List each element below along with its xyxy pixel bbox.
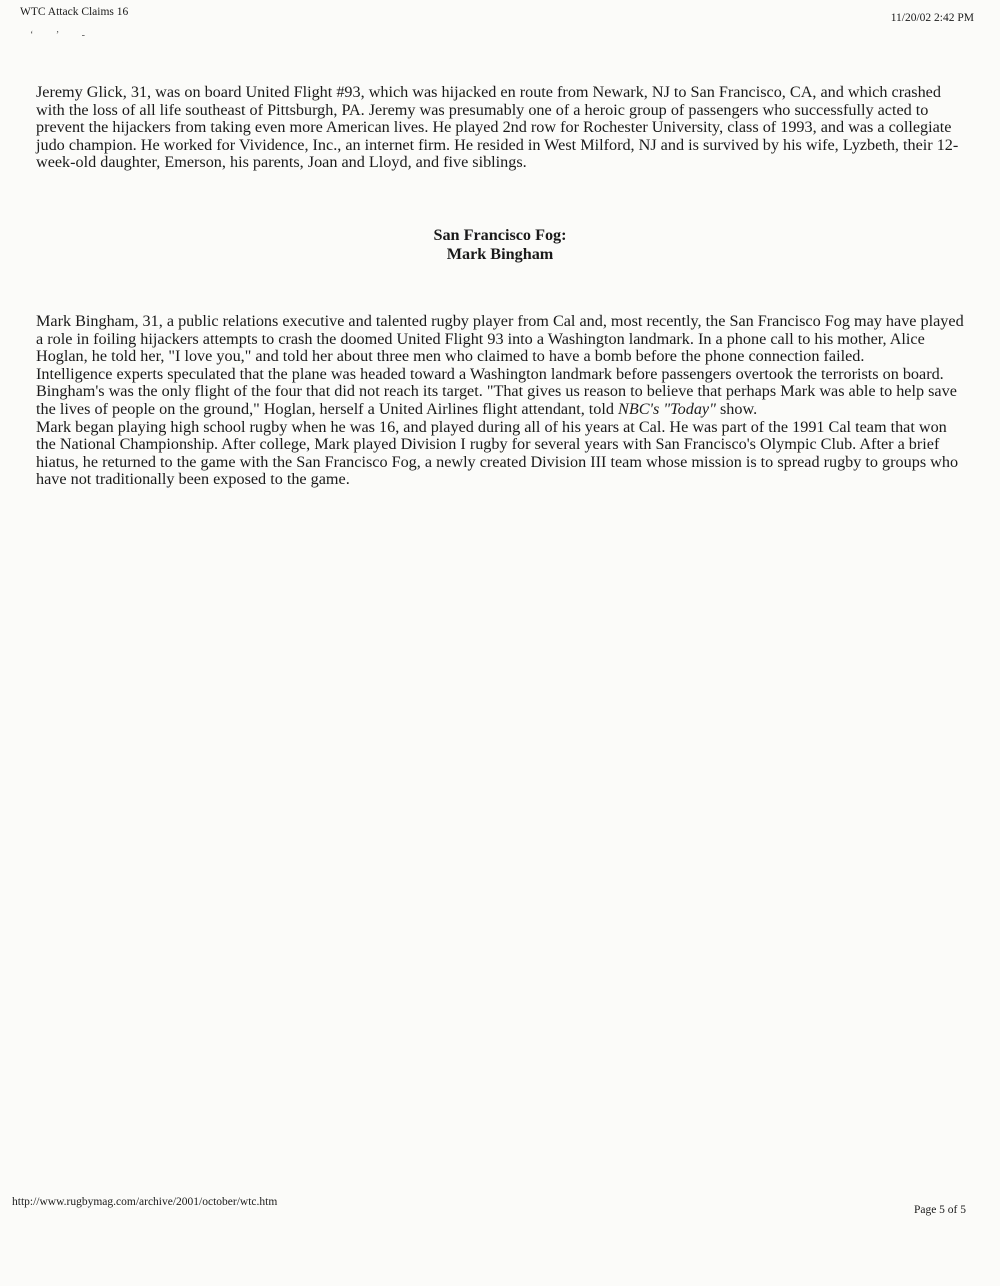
page-number: Page 5 of 5 (913, 1204, 966, 1216)
paragraph-bingham-2-end: show. (715, 399, 758, 418)
section-mark-bingham (36, 313, 966, 489)
paragraph-bingham-1: Mark Bingham, 31, a public relations executive and talented rugby player from Cal and, most recently, the San Francisco Fog may have played a role in foiling hijackers attempts to crash the doomed United Flight 93 into a Washington landmark. In a phone call to his mother, Alice Hoglan, he told her, "I love you," and told her about three men who claimed to have a bomb before the phone connection failed. (36, 312, 964, 366)
paragraph-bingham-3: Mark began playing high school rugby when he was 16, and played during all of his years at Cal. He was part of the 1991 Cal team that won the National Championship. After college, Mark played Division I rugby for several years with San Francisco's Olympic Club. After a brief hiatus, he returned to the game with the San Francisco Fog, a newly created Division III team whose mission is to spread rugby to groups who have not traditionally been exposed to the game. (36, 417, 959, 489)
document-title: WTC Attack Claims 16 (20, 6, 129, 18)
source-url: http://www.rugbymag.com/archive/2001/october/wtc.htm (12, 1196, 278, 1208)
paragraph-bingham-2 (36, 366, 966, 419)
paragraph-bingham-2-italic: NBC's "Today" (618, 399, 716, 418)
scan-marks: ʻ ʼ ‐ (30, 30, 95, 41)
paragraph-bingham-2-text: Intelligence experts speculated that the plane was headed toward a Washington landmark before passengers overtook the terrorists on board. Bingham's was the only flight of the four that did not reach its target. "That gives us reason to believe that perhaps Mark was able to help save the lives of people on the ground," Hoglan, herself a United Airlines flight attendant, told (36, 364, 957, 418)
print-datetime: 11/20/02 2:42 PM (890, 12, 974, 24)
paragraph-jeremy-glick: Jeremy Glick, 31, was on board United Flight #93, which was hijacked en route from Newark, NJ to San Francisco, CA, and which crashed with the loss of all life southeast of Pittsburgh, PA. Jeremy was presumably one of a heroic group of passengers who successfully acted to prevent the hijackers from taking even more American lives. He played 2nd row for Rochester University, class of 1993, and was a collegiate judo champion. He worked for Vividence, Inc., an internet firm. He resided in West Milford, NJ and is survived by his wife, Lyzbeth, their 12-week-old daughter, Emerson, his parents, Joan and Lloyd, and five siblings. (36, 83, 959, 172)
section-heading (0, 226, 1000, 264)
section-heading-line1: San Francisco Fog: (433, 226, 567, 244)
section-heading-line2: Mark Bingham (446, 245, 554, 263)
